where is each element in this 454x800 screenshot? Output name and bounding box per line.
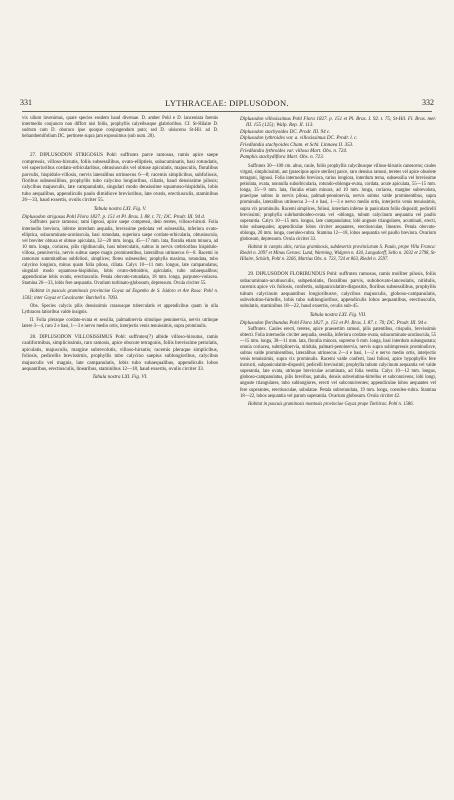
species-28-habitat: Habitat in campis altis, rarius graminosis, subdesertis provinciarum S. Paulo, prope Villa Franca: Riedel n. 2097 et Minas Geraes: Lund, Warming, Widgren n. 434, Langsdorff, Sello n. 2032 et 2798, St-Hilaire, Schüch, Pohl n. 3266, Martius Obs. n. 723, 724 et 863, Riedel n. 2597. bbox=[240, 245, 436, 263]
page-number-right: 332 bbox=[422, 98, 434, 107]
synonym-line: Diplusodon villosissimus Pohl Flora 1827. p. 151 et Pl. Bras. I. 92. t. 75; St-Hil. Fl. Bras. mer. III. 155 (125); Walp. Rep. II. 113. bbox=[240, 116, 436, 129]
species-29-plate-ref: Tabula nostra LXI. Fig. VII. bbox=[309, 311, 367, 318]
synonym-line: Diplusodon strigosus Pohl Flora 1827. p. 151 et Pl. Bras. I. 88. t. 71; DC. Prodr. III. 94 d. bbox=[22, 214, 206, 221]
species-28-description: Suffrutex 30—100 cm. altus, caule, foliis prophyllis calycibusque villoso-hirsutis canescens; caules virgati, simplicissimi, aut (praecipue apice steriles) parce, raro densius ramosi, teretes vel apice obsolete tetragoni, lignosi. Folia internodio breviora, rarius longiora, interdum terna, subsessilia vel brevissime petiolata, ovata, nonnulla suborbicularia, rotundo-oblonga-ovata, cordata, acute apiculata, 55—15 mm. longa, 35—9 mm. lata, floralia etiam minora, ad 10 mm. longa, coriacea, margine subrevoluta, praecipue subtus in nervis pilosa, palmati-penninervia, nervis subtus valde prominentibus, supra prominulis, lateralibus utrinsecus 2—4 e basi, 1—3 e nervo medio ortis, interjectis venis tenuissimis, supra vix prominulis. Racemi simplices, foliosi, interdum inferne in paniculam foliis dispositi; pedicelli brevissimi; prophylla subrhomboideo-ovata vel -oblonga, tubum calycinum aequantia vel paullo superantia. Calyx 10—15 mm. longus, late campanulatus; lobi anguste triangulares, acuminati, erecti, tubo subaequales; appendiculae lobos circiter aequantes, erectiusculae, lineares. Petala obovato-oblonga, 20 mm. longa, coeruleo-rubra. Stamina 12—18, lobos aequantia vel paullo breviora. Ovarium globosum, depressum. Ovula circiter 33. bbox=[240, 163, 436, 242]
synonym-line: Friedlandia stachyoides Cham. et Schl. Linnaea II. 353. bbox=[240, 141, 354, 148]
species-29-synonyms bbox=[240, 320, 436, 326]
running-head bbox=[20, 98, 434, 110]
species-29-description: Suffrutex. Caules erecti, teretes, apice praesertim ramosi, pilis patentibus, crispulis, brevissimis obtecti. Folia internodio circiter aequalia, sessilia, inferiora cordato-ovata, subacuminato-acutiuscula, 55—15 mm. longa, 38—11 mm. lata, floralia minora, supremo 6 mm. longa, basi interdum subangustata; omnia coriacea, subtriplinervia, nitidula, palmati-penninervia, nervis supra subimpressis prominulisve, subtus valde prominentibus, lateralibus utrinsecus 2—4 e basi, 1—2 e nervo medio ortis, interjectis venis tenuissimis, supra vix prominulis. Racemi valde conferti, basi foliosi, apice hypophyllis fere instructi, subpaniculatim-dispositi; pedicelli brevissimi; prophylla tubum calycinum aequantia vel valde superantia, late ovata, utrinque breviculae acuminata, ad folia vestita. Calyx 10—12 mm. longus, globoso-campanulatus, pilis brevibus, patulis, densis subvelutino-hirtellus et subconnivens; lobi longi, anguste triangulares, tubo sublongiores, erecti vel subconniventes; appendiculae lobos aequantes vel fere superantes, erectiusculae, subulatae. Petala subrotundata, 19 mm. longa, coeruleo-rubra. Stamina 18—22, lobos aequantia vel parum superantia. Ovarium globosum. Ovula circiter 42. bbox=[240, 326, 436, 399]
right-column bbox=[240, 116, 436, 410]
synonym-line: Diplusodon stachyoides DC. Prodr. III. 94 c. bbox=[240, 128, 331, 135]
left-column bbox=[22, 116, 218, 383]
species-27-variety-note: II. Folia pleraque cordato-ovata et sessilia, palmatinervia simulque penninervia, nervis utrinque latere 3—4, raro 2 e basi, 1—3 e nervo medio ortis, interjectis venis tenuissimis, supra prominulis. bbox=[22, 317, 218, 329]
page-number-left: 331 bbox=[20, 98, 32, 107]
species-27-habitat: Habitat in pascuis graminosis provinciae Goyaz ad Engenho de S. Isidoro et Are Rosa: Pohl n. 1503; inter Goyaz et Cavalcante: Burchell n. 7093. bbox=[22, 289, 218, 301]
intro-paragraph: vix ullum invenimus, quare species eosdem haud diversae. D. amber Pohl e D. lanceolata foemis intermedio conjuncto non diffort nisi foliis, prophyllis calyeibusque glabrioribus. Cf. St-Hilaire D. sudrum cum D. oboraco ipse quoque conjungendum puto; sed D. ulsiscenu St-Hil. ad D. helianthemifolium DC. pertinere supra jam exposuimus (sub num. 20). bbox=[22, 116, 218, 140]
header-rule bbox=[22, 111, 432, 112]
running-title: LYTHRACEAE: DIPLUSODON. bbox=[165, 98, 289, 108]
synonym-line: Diplusodon lythroides var. a. villosissimus DC. Prodr. l. c. bbox=[240, 135, 358, 142]
species-27-observation: Obs. Species calycis pilis densissimis crassusque tuberculatis et appendicibus quam in ulla Lythracea latioribus valde insignis. bbox=[22, 303, 218, 315]
synonym-line: Diplusodon floribundus Pohl Flora 1827. p. 151 et Pl. Bras. I. 87. t. 70; DC. Prodr. III. 94 e. bbox=[240, 320, 428, 327]
species-28-plate-ref: Tabula nostra LXI. Fig. VI. bbox=[92, 374, 148, 381]
species-28-heading: 28. DIPLUSODON VILLOSISSIMUS Pohl: suffrutex(?) albide villoso-hirsutus, ramis cauliformibus, simplicissimis, raro ramosis, apice obscure tetragonis, foliis brevissime petiolatis, apiculatis, majusculis, margine subrevolutis, villoso-hirsutis; racemis pleraque simplicibus, foliosis, pedicellis brevissimis, prophyllis tubo calycino saepius sublongioribus, calycibus majusculis vel magnis, late campanulatis, lobis tubo subaequalibus, appendiculis lobos aequantibus, erectiusculis, linearibus, staminibus 12—18, haud exsertis, ovulis circiter 33. bbox=[22, 334, 218, 373]
species-27-heading: 27. DIPLUSODON STRIGOSUS Pohl: suffrutex parce ramosus, ramis apice saepe compressis, villoso-hirsutis, foliis subsessilibus, ovato-elliptieis, subacuminatis, basi rotundatis, vel superioribus cordato-orbicularibus, obtusiusculis vel obtuse apiculatis, majusculis, floralibus parvulis, hispidulo-villosis, nervis lateralibus utrinsecus 6—8; racemis simplicibus, subfoliosis, floribus subsessilibus, prophyllis tubo calycino longioribus, ciliatis, haud densissime pilosis; calycibus majusculis, late campanulatis, singulari modo densissime squamoso-hispidulis, lobis tubo aequalibus, appendiculis paulo dimidiove brevioribus, late ovatis, erectiusculis, staminibus 26—33, haud exsertis, ovulis circiter 55. bbox=[22, 152, 218, 204]
species-28-synonyms bbox=[240, 116, 436, 161]
species-29-habitat: Habitat in pascuis graminosis montosis provinciae Goyaz prope Tavhiras: Pohl n. 1586. bbox=[248, 401, 414, 407]
synonym-line: Pamphis stachydiflora Mart. Obs. n. 723. bbox=[240, 154, 324, 161]
synonym-line: Friedlandia lythroides var. villosa Mart. Obs. n. 724. bbox=[240, 148, 348, 155]
species-29-heading: 29. DIPLUSODON FLORIBUNDUS Pohl: suffrutex ramosus, ramis molliter pilosis, foliis subacuminato-acutiusculis, subpetiolatis, floralibus parvis, subobovato-lanceolatis, nitidulis, racemis apice vix foliosis, confertis, subpaniculatim-dispositis, floribus subsessilibus, prophyllis tubum calycinum aequantibus longioribusve, calycibus majusculis, globoso-campanulatis, subvelutino-hirtellis, lobis tubo sublongioribus, appendiculis lobos aequantibus, erectiusculis, subulatis, staminibus 18—22, haud exsertis, ovulis sub-45. bbox=[240, 271, 436, 310]
species-27-description: Suffrutex parce ramosus; rami lignosi, apice saepe compressi, dein teretes, villoso-hirsuti. Folia internodio breviora, inferne interdum aequalia, brevissime petiolata vel subsessilia, inferiora ovato-elliptica, subacuminato-acutiuscula, basi rotundata, superiora saepe cordato-orbicularia, obtusiuscula, vel breviter obtusa et obtuse apiculata, 32—20 mm. longa, 45—17 mm. lata, floralia etiam minora, ad 10 mm. longa, coriacea, pilis rigidiusculis, basi tuberculatis, subtus in nervis crebrioribus hispidulo-villosa, pennivervia, nervis subtus saepe magis prominentibus, lateralibus utrinsecus 6—8. Racemi in ramorum summitatibus subfoliosi, simplices; flores subsessiles; prophylla maxima, rotundata, tubo calycino longiora, minus quam folia pilosa, ciliata. Calyx 10—11 mm. longus, late campanulatus, singulari modo squamoso-hispidulus, lobis ovato-deltoideis, apiculatis, tubo subaequalibus; appendiculae lobis ovatis, erectiusculis. Petala obovato-rotundata, 18 mm. longa, purpureo-violacea. Stamina 26—33, lobis fere aequantia. Ovarium turbinato-globosum, depressum. Ovula circiter 55. bbox=[22, 220, 218, 287]
species-27-plate-ref: Tabula nostra LXI. Fig. V. bbox=[93, 205, 147, 212]
